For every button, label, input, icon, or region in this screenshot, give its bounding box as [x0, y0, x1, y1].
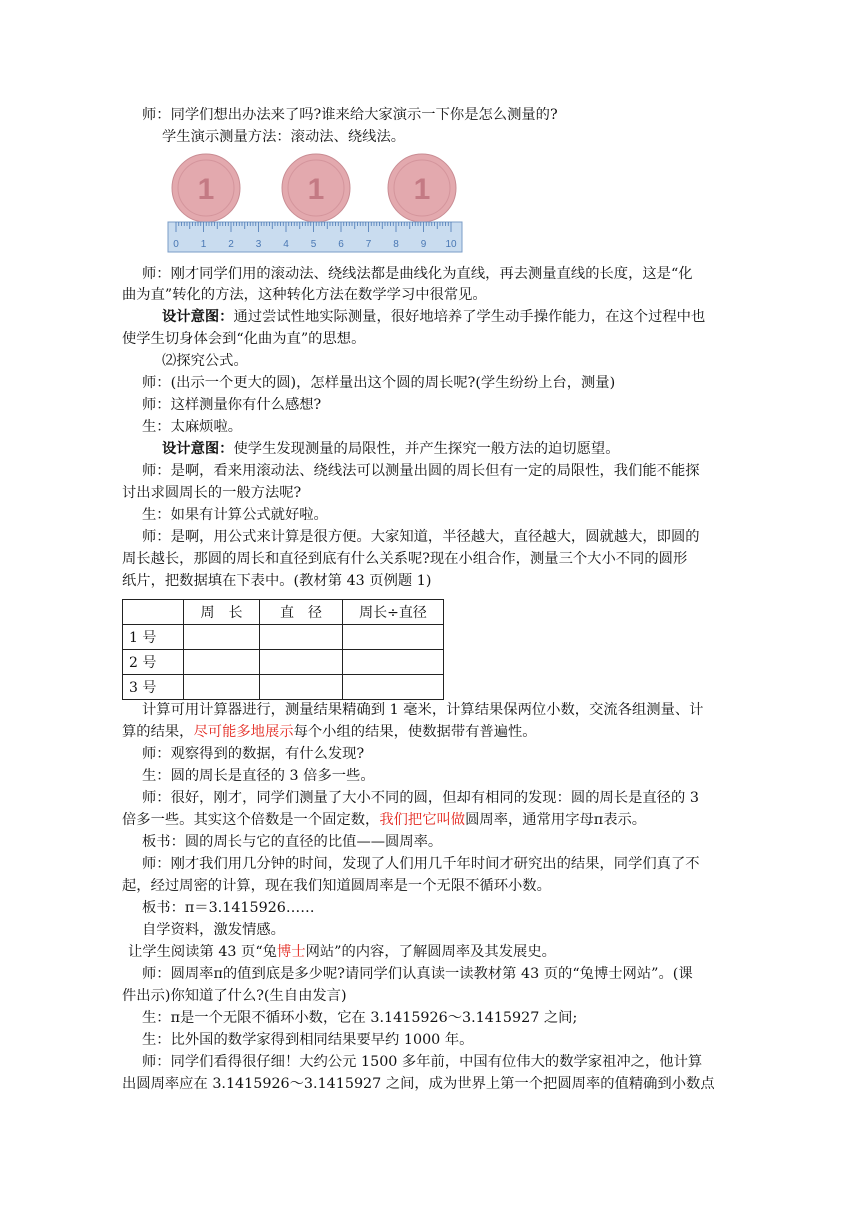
table-cell	[343, 675, 444, 700]
text-line: 板书：π＝3.1415926……	[142, 900, 315, 916]
coin-illustration	[172, 154, 240, 222]
text-line: 师：是啊，用公式来计算是很方便。大家知道，半径越大，直径越大，圆就越大，即圆的	[142, 529, 700, 545]
highlight-text: 我们把它叫做	[379, 812, 466, 828]
text-span: 让学生阅读第 43 页“兔	[128, 944, 277, 960]
text-line: 生：比外国的数学家得到相同结果要早约 1000 年。	[142, 1032, 474, 1048]
ruler-tick-label: 0	[173, 239, 179, 250]
ruler-tick-label: 9	[420, 239, 427, 250]
ruler-tick-label: 10	[445, 239, 457, 250]
text-line: 师：圆周率π的值到底是多少呢?请同学们认真读一读教材第 43 页的“兔博士网站”。(课	[142, 966, 693, 982]
section-heading: ⑵探究公式。	[162, 353, 248, 369]
text-line: 起，经过周密的计算，现在我们知道圆周率是一个无限不循环小数。	[122, 878, 551, 894]
coin-label: 1	[413, 173, 431, 206]
table-cell	[343, 625, 444, 650]
coin-ruler-figure	[166, 150, 466, 254]
text-line: 自学资料，激发情感。	[142, 922, 285, 938]
text-span: 算的结果，	[122, 724, 194, 740]
text-line: 师：(出示一个更大的圆)，怎样量出这个圆的周长呢?(学生纷纷上台，测量)	[142, 375, 616, 391]
table-header-cell: 周 长	[184, 600, 260, 625]
text-line: 生：如果有计算公式就好啦。	[142, 507, 328, 523]
text-line	[162, 308, 774, 326]
text-line: 计算可用计算器进行，测量结果精确到 1 毫米，计算结果保两位小数，交流各组测量、计	[142, 702, 704, 718]
text-line: 师：刚才我们用几分钟的时间，发现了人们用几千年时间才研究出的结果，同学们真了不	[142, 856, 700, 872]
text-span: 使学生发现测量的局限性，并产生探究一般方法的迫切愿望。	[233, 441, 620, 457]
ruler-tick-label: 7	[365, 239, 372, 250]
text-span: 倍多一些。其实这个倍数是一个固定数，	[122, 812, 380, 828]
text-line: 师：是啊，看来用滚动法、绕线法可以测量出圆的周长但有一定的局限性，我们能不能探	[142, 463, 700, 479]
ruler	[168, 222, 462, 252]
text-line: 学生演示测量方法：滚动法、绕线法。	[162, 129, 406, 145]
text-span: 每个小组的结果，使数据带有普遍性。	[293, 724, 537, 740]
text-line: 出圆周率应在 3.1415926～3.1415927 之间，成为世界上第一个把圆周率的值精确到小数点	[122, 1076, 715, 1092]
coin-illustration	[388, 154, 456, 222]
table-row	[123, 675, 444, 700]
table-cell	[184, 625, 260, 650]
ruler-tick-label: 3	[255, 239, 262, 250]
table-header-cell: 周长÷直径	[343, 600, 444, 625]
text-line	[162, 440, 774, 458]
text-line: 师：观察得到的数据，有什么发现?	[142, 746, 365, 762]
text-line: 师：这样测量你有什么感想?	[142, 397, 322, 413]
table-row-label: 2 号	[123, 650, 184, 675]
text-line: 师：很好，刚才，同学们测量了大小不同的圆，但却有相同的发现：圆的周长是直径的 3	[142, 790, 699, 806]
ruler-tick-label: 8	[393, 239, 399, 250]
text-line	[122, 723, 734, 741]
table-header-cell	[123, 600, 184, 625]
table-cell	[260, 675, 343, 700]
table-cell	[184, 675, 260, 700]
table-row-label: 3 号	[123, 675, 184, 700]
ruler-tick-label: 2	[228, 239, 234, 250]
text-line: 师：刚才同学们用的滚动法、绕线法都是曲线化为直线，再去测量直线的长度，这是“化	[142, 266, 693, 282]
table-cell	[260, 625, 343, 650]
table-header-cell: 直 径	[260, 600, 343, 625]
highlight-text: 尽可能多地展示	[193, 724, 294, 740]
text-line	[122, 811, 734, 829]
design-intent-label: 设计意图：	[162, 309, 234, 325]
ruler-tick-label: 6	[338, 239, 344, 250]
table-row	[123, 625, 444, 650]
coin-label: 1	[307, 173, 325, 206]
measurement-table	[122, 599, 444, 700]
text-line: 生：π是一个无限不循环小数，它在 3.1415926～3.1415927 之间;	[142, 1010, 578, 1026]
text-line: 曲为直”转化的方法，这种转化方法在数学学习中很常见。	[122, 287, 487, 303]
ruler-tick-label: 5	[310, 239, 317, 250]
table-cell	[260, 650, 343, 675]
text-line: 周长越长，那圆的周长和直径到底有什么关系呢?现在小组合作，测量三个大小不同的圆形	[122, 551, 688, 567]
table-row-label: 1 号	[123, 625, 184, 650]
text-line: 使学生切身体会到“化曲为直”的思想。	[122, 331, 366, 347]
text-line: 板书：圆的周长与它的直径的比值——圆周率。	[142, 834, 443, 850]
coin-illustration	[282, 154, 350, 222]
text-line: 件出示)你知道了什么?(生自由发言)	[122, 988, 347, 1004]
table-cell	[343, 650, 444, 675]
highlight-text: 博士	[276, 944, 306, 960]
ruler-tick-label: 1	[200, 239, 207, 250]
ruler-tick-label: 4	[283, 239, 289, 250]
text-line: 师：同学们想出办法来了吗?谁来给大家演示一下你是怎么测量的?	[142, 107, 558, 123]
table-header-row	[123, 600, 444, 625]
design-intent-label: 设计意图：	[162, 441, 234, 457]
text-line: 生：圆的周长是直径的 3 倍多一些。	[142, 768, 375, 784]
coin-label: 1	[197, 173, 215, 206]
text-span: 网站”的内容，了解圆周率及其发展史。	[305, 944, 556, 960]
text-line: 讨出求圆周长的一般方法呢?	[122, 485, 302, 501]
text-line: 生：太麻烦啦。	[142, 419, 243, 435]
text-line: 纸片，把数据填在下表中。(教材第 43 页例题 1)	[122, 573, 432, 589]
table-row	[123, 650, 444, 675]
text-line: 师：同学们看得很仔细！大约公元 1500 多年前，中国有位伟大的数学家祖冲之，他计算	[142, 1054, 703, 1070]
table-cell	[184, 650, 260, 675]
text-span: 通过尝试性地实际测量，很好地培养了学生动手操作能力，在这个过程中也	[233, 309, 706, 325]
text-line	[128, 943, 740, 961]
text-span: 圆周率，通常用字母π表示。	[465, 812, 647, 828]
